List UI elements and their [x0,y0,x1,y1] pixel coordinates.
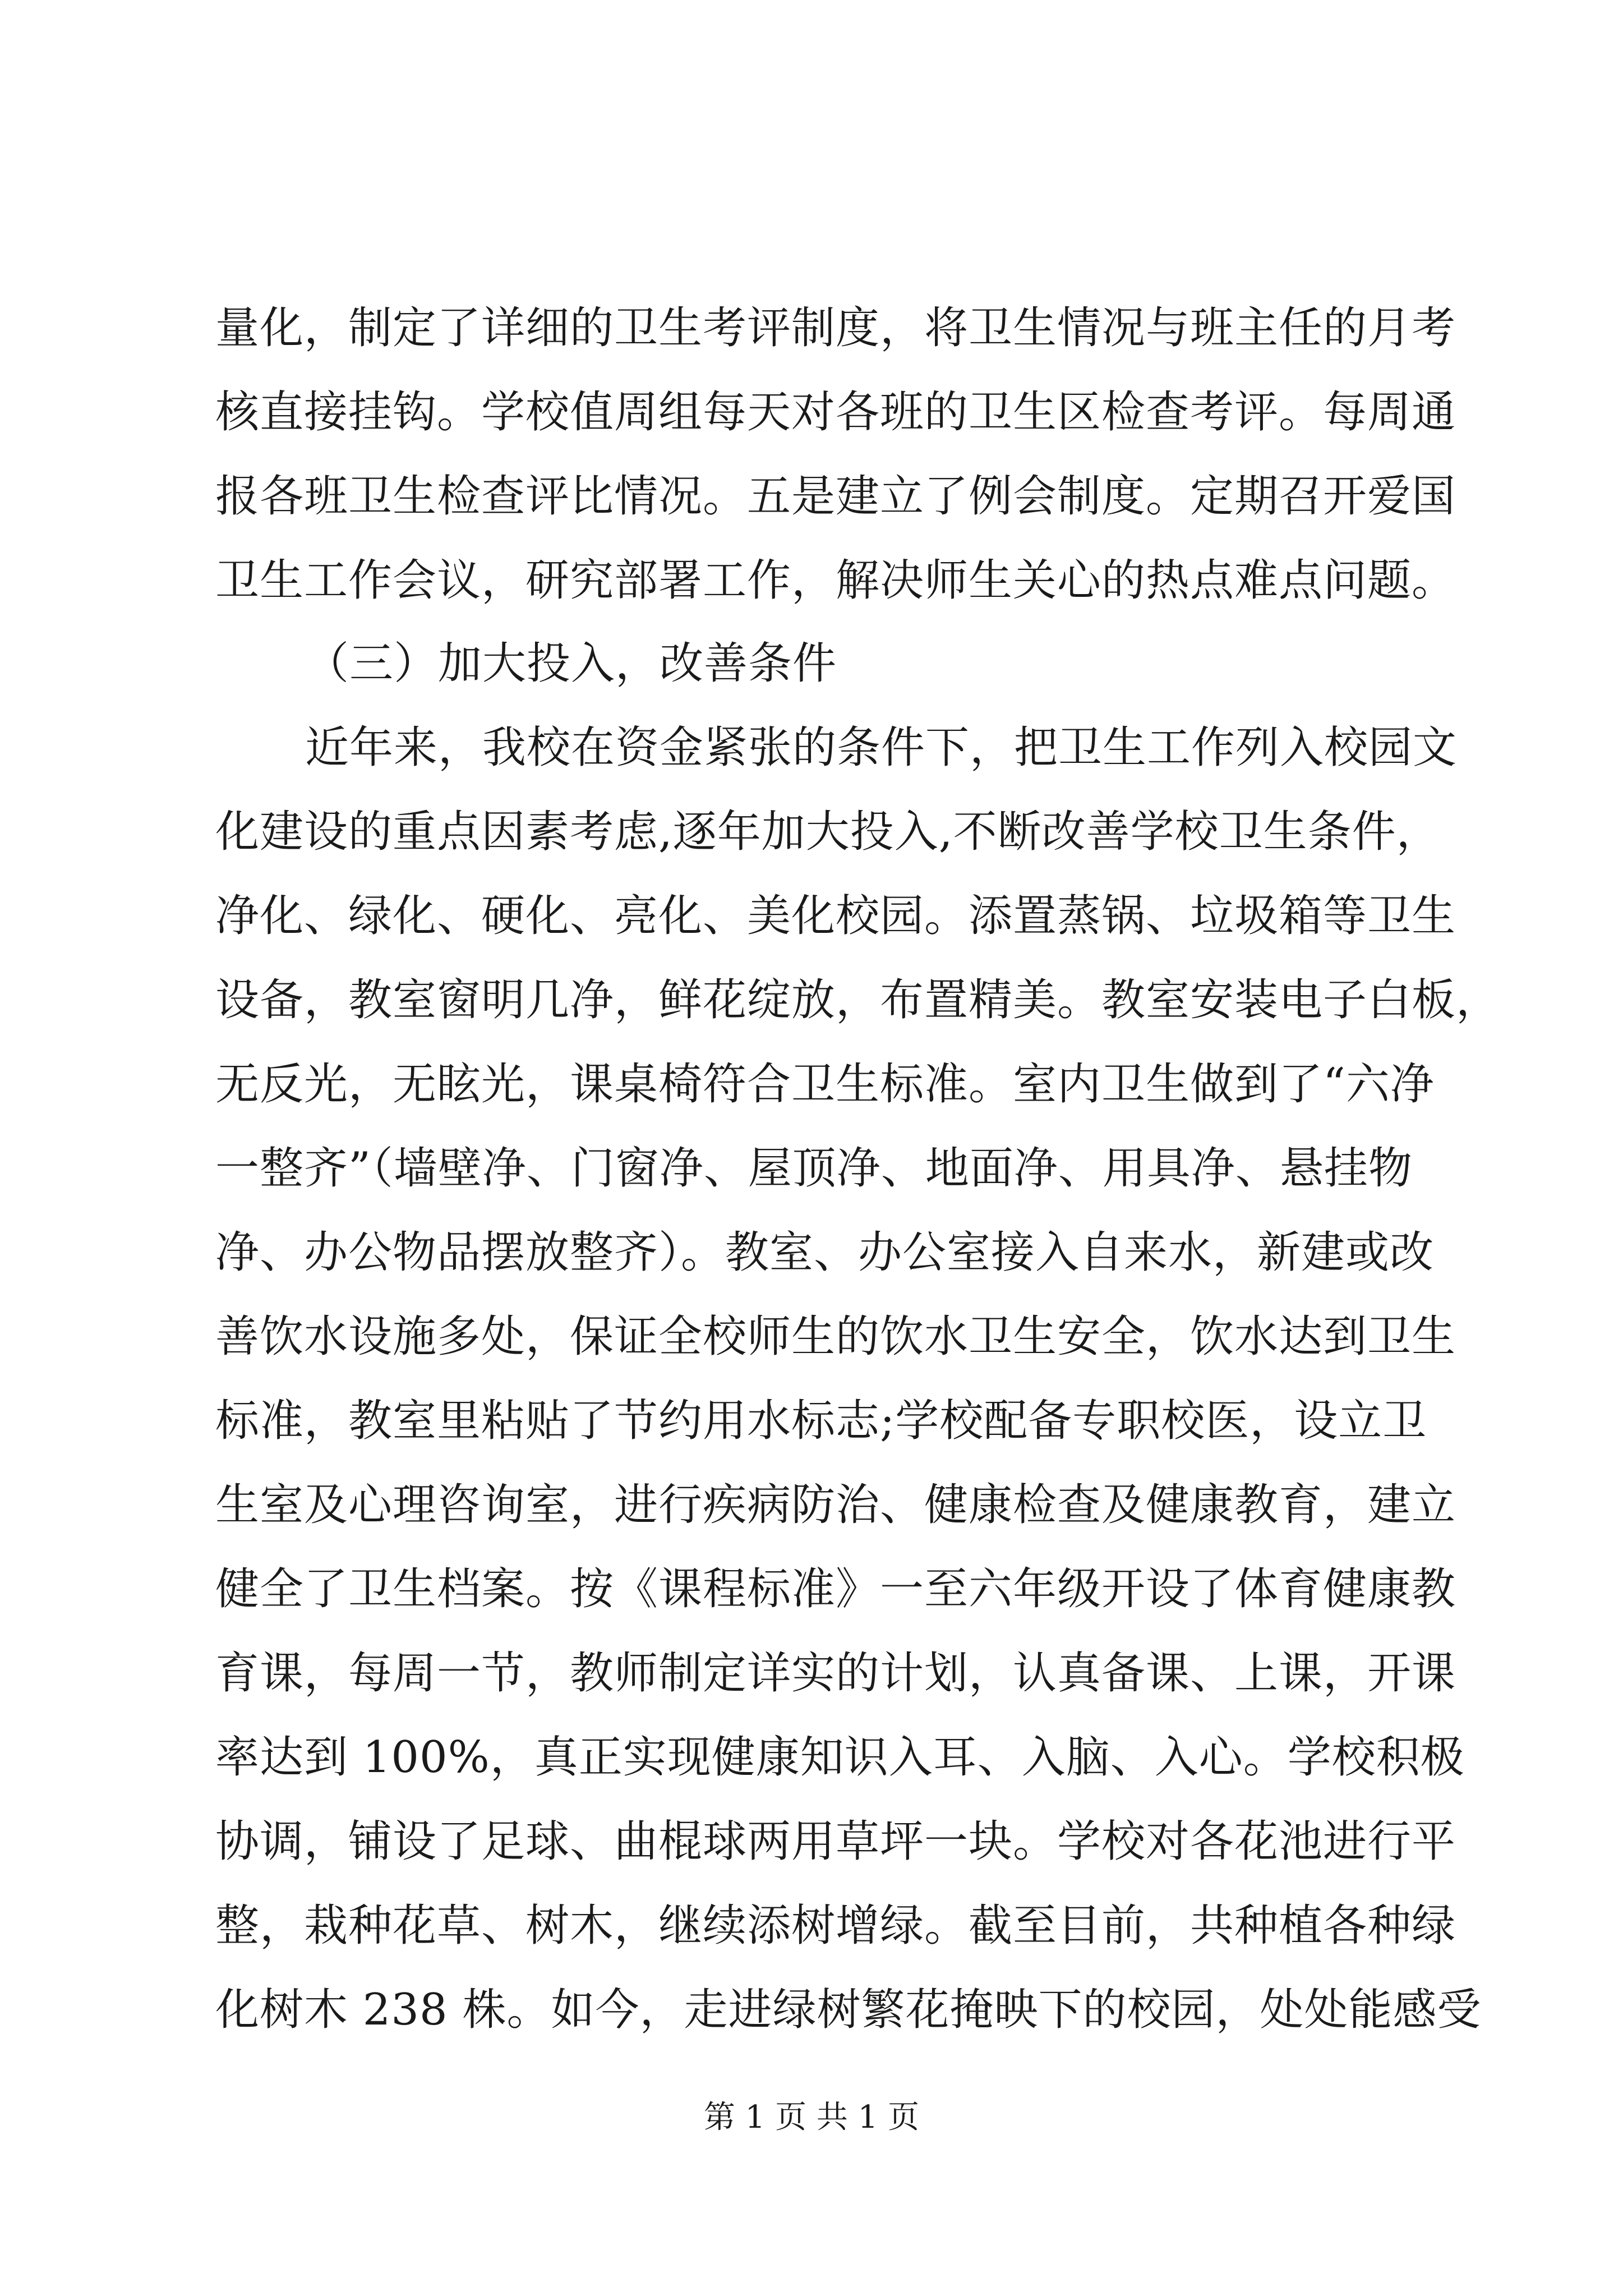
section-heading: （三）加大投入，改善条件 [305,638,837,689]
text-line-14: 标准，教室里粘贴了节约用水标志;学校配备专职校医，设立卫 [215,1396,1427,1446]
text-line-8: 净化、绿化、硬化、亮化、美化校园。添置蒸锅、垃圾箱等卫生 [215,891,1456,941]
text-line-3: 报各班卫生检查评比情况。五是建立了例会制度。定期召开爱国 [215,471,1456,522]
page-footer: 第 1 页 共 1 页 [703,2099,920,2136]
text-line-16: 健全了卫生档案。按《课程标准》一至六年级开设了体育健康教 [215,1564,1456,1614]
text-line-7: 化建设的重点因素考虑,逐年加大投入,不断改善学校卫生条件， [215,807,1441,857]
text-line-19: 协调，铺设了足球、曲棍球两用草坪一块。学校对各花池进行平 [215,1816,1456,1867]
text-line-15: 生室及心理咨询室，进行疾病防治、健康检查及健康教育，建立 [215,1480,1456,1530]
text-line-2: 核直接挂钩。学校值周组每天对各班的卫生区检查考评。每周通 [215,387,1456,438]
text-line-13: 善饮水设施多处，保证全校师生的饮水卫生安全，饮水达到卫生 [215,1312,1456,1362]
text-line-6: 近年来，我校在资金紧张的条件下，把卫生工作列入校园文 [305,723,1458,773]
text-line-4: 卫生工作会议，研究部署工作，解决师生关心的热点难点问题。 [215,555,1456,606]
text-line-10: 无反光，无眩光，课桌椅符合卫生标准。室内卫生做到了“六净 [215,1059,1435,1110]
text-line-12: 净、办公物品摆放整齐）。教室、办公室接入自来水，新建或改 [215,1227,1435,1278]
text-line-9: 设备，教室窗明几净，鲜花绽放，布置精美。教室安装电子白板， [215,975,1501,1025]
text-line-20: 整，栽种花草、树木，继续添树增绿。截至目前，共种植各种绿 [215,1901,1456,1951]
text-line-21: 化树木 238 株。如今，走进绿树繁花掩映下的校园，处处能感受 [215,1985,1482,2035]
text-line-18: 率达到 100%，真正实现健康知识入耳、入脑、入心。学校积极 [215,1732,1465,1783]
text-line-1: 量化，制定了详细的卫生考评制度，将卫生情况与班主任的月考 [215,303,1456,353]
text-line-17: 育课，每周一节，教师制定详实的计划，认真备课、上课，开课 [215,1648,1456,1699]
text-line-11: 一整齐”（墙壁净、门窗净、屋顶净、地面净、用具净、悬挂物 [215,1143,1413,1194]
